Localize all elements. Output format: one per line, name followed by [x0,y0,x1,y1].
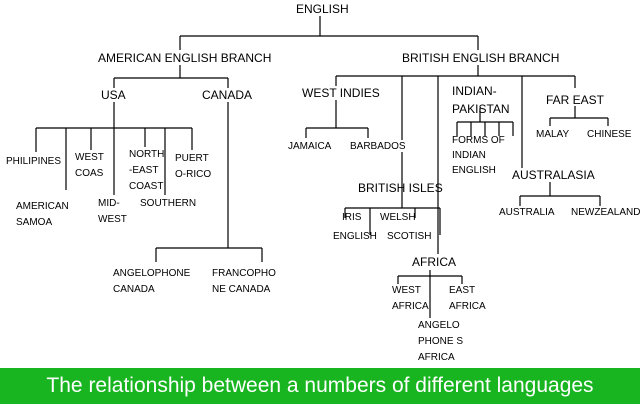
node-british-isles: BRITISH ISLES [358,181,443,195]
node-west-indies: WEST INDIES [302,86,380,100]
node-american-samoa: AMERICAN SAMOA [16,201,69,228]
node-west-africa: WEST AFRICA [392,285,429,312]
node-southern: SOUTHERN [140,198,197,209]
node-english-isles: ENGLISH [333,231,377,242]
node-english: ENGLISH [296,2,349,16]
node-east-africa: EAST AFRICA [449,285,486,312]
node-chinese: CHINESE [587,129,632,140]
node-barbados: BARBADOS [350,141,406,152]
node-far-east: FAR EAST [546,93,605,107]
node-british-english-branch: BRITISH ENGLISH BRANCH [402,51,560,65]
node-forms-of-indian-english: FORMS OF INDIAN ENGLISH [452,135,505,176]
node-usa: USA [101,88,126,102]
node-iris: IRIS [342,212,362,223]
node-welsh: WELSH [380,212,416,223]
node-angelophone-canada: ANGELOPHONE CANADA [113,268,191,295]
node-puerto-rico: PUERT O-RICO [175,153,212,180]
node-angelophones-africa: ANGELO PHONE S AFRICA [418,320,464,363]
node-jamaica: JAMAICA [288,141,332,152]
node-indian-pakistan: INDIAN- PAKISTAN [452,84,510,116]
node-australia: AUSTRALIA [499,207,555,218]
node-philipines: PHILIPINES [6,156,62,167]
node-north-east-coast: NORTH -EAST COAST [129,149,165,192]
node-francophone-canada: FRANCOPHO NE CANADA [212,268,276,295]
node-canada: CANADA [202,88,253,102]
node-africa: AFRICA [412,255,457,269]
node-malay: MALAY [536,129,570,140]
node-american-english-branch: AMERICAN ENGLISH BRANCH [98,51,272,65]
node-west-coas: WEST COAS [75,152,104,179]
caption-banner: The relationship between a numbers of different languages [0,368,640,404]
node-mid-west: MID- WEST [98,198,127,225]
node-scotish: SCOTISH [387,231,432,242]
node-australasia: AUSTRALASIA [512,168,595,182]
node-newzealand: NEWZEALAND [571,207,640,218]
